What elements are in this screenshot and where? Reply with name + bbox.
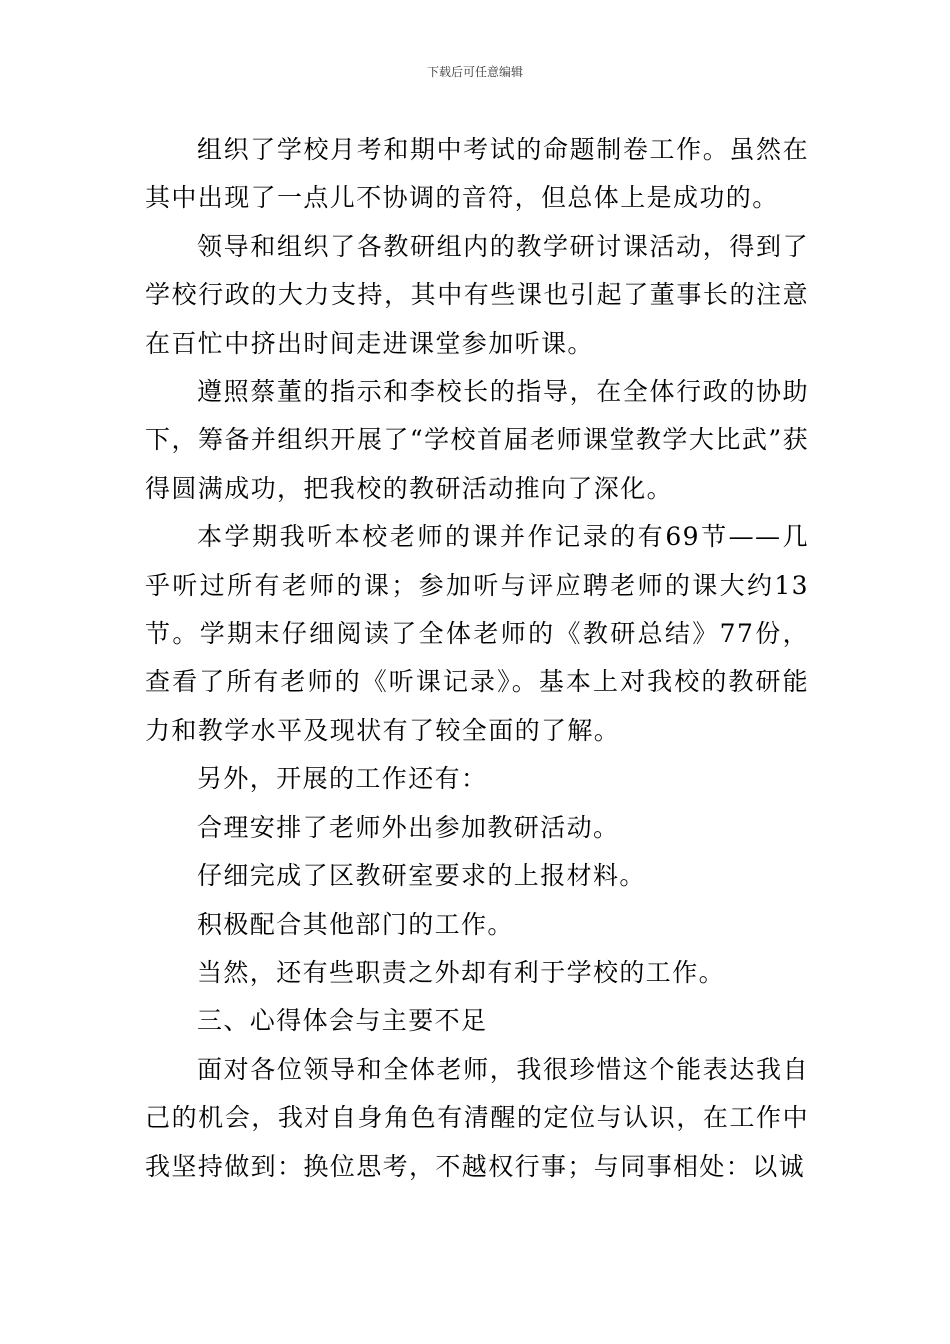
paragraph-research-lessons: 领导和组织了各教研组内的教学研讨课活动，得到了学校行政的大力支持，其中有些课也引起了董事长的注意在百忙中挤出时间走进课堂参加听课。 <box>145 231 809 358</box>
paragraph-other-work-intro: 另外，开展的工作还有： <box>197 764 488 794</box>
document-body <box>145 126 809 1191</box>
list-item-external-activities: 合理安排了老师外出参加教研活动。 <box>197 812 620 842</box>
paragraph-self-positioning: 面对各位领导和全体老师，我很珍惜这个能表达我自己的机会，我对自身角色有清醒的定位与认识，在工作中我坚持做到：换位思考，不越权行事；与同事相处：以诚 <box>145 1054 809 1181</box>
list-item-report-materials: 仔细完成了区教研室要求的上报材料。 <box>197 861 646 891</box>
section-heading-reflections: 三、心得体会与主要不足 <box>197 1006 488 1036</box>
paragraph-lesson-observation: 本学期我听本校老师的课并作记录的有69节——几乎听过所有老师的课；参加听与评应聘老师的课大约13节。学期末仔细阅读了全体老师的《教研总结》77份，查看了所有老师的《听课记录》。基本上对我校的教研能力和教学水平及现状有了较全面的了解。 <box>145 522 809 745</box>
list-item-cooperation: 积极配合其他部门的工作。 <box>197 909 514 939</box>
list-item-extra-duties: 当然，还有些职责之外却有利于学校的工作。 <box>197 957 726 987</box>
paragraph-exam-work: 组织了学校月考和期中考试的命题制卷工作。虽然在其中出现了一点儿不协调的音符，但总体上是成功的。 <box>145 135 809 213</box>
page-header: 下载后可任意编辑 <box>426 65 523 79</box>
paragraph-teaching-contest: 遵照蔡董的指示和李校长的指导，在全体行政的协助下，筹备并组织开展了“学校首届老师课堂教学大比武”获得圆满成功，把我校的教研活动推向了深化。 <box>145 377 809 503</box>
